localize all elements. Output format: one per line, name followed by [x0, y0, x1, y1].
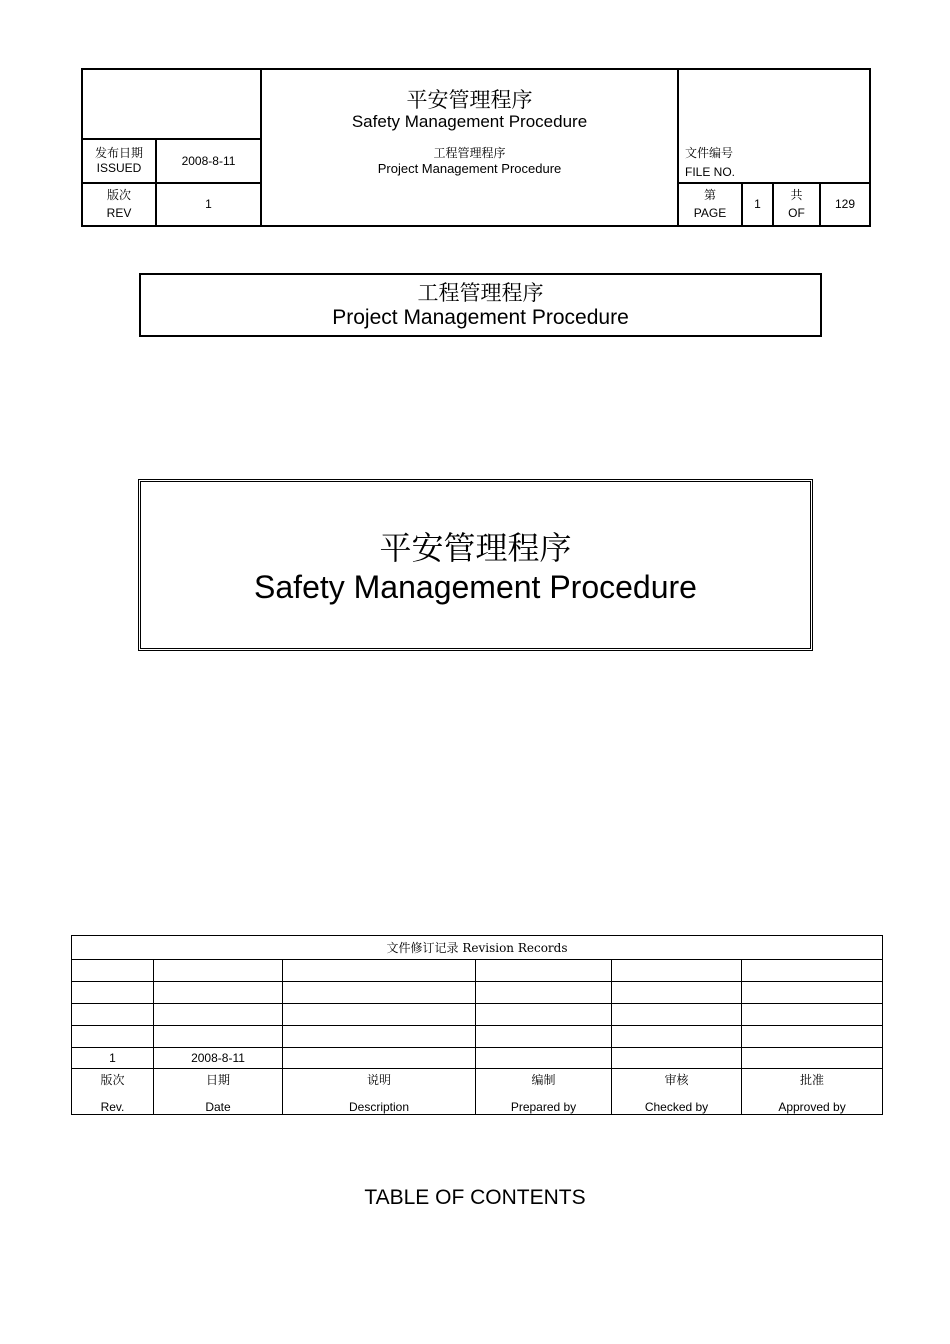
table-cell	[154, 982, 283, 1004]
header-subtitle-cn: 工程管理程序	[433, 146, 506, 160]
column-header-en: Prepared by	[510, 1100, 577, 1114]
page-value: 1	[742, 183, 773, 226]
column-header-en: Rev.	[100, 1100, 125, 1114]
revision-records-title	[72, 936, 883, 960]
checked-by-cell	[612, 1048, 742, 1069]
column-header-cn: 编制	[531, 1073, 556, 1087]
logo-cell	[82, 69, 261, 139]
project-procedure-box	[139, 273, 822, 337]
table-cell	[742, 982, 883, 1004]
date-cell: 2008-8-11	[154, 1048, 283, 1069]
prepared-by-cell	[476, 1048, 612, 1069]
table-cell	[154, 1004, 283, 1026]
file-no-cell	[678, 69, 870, 183]
of-value: 129	[820, 183, 870, 226]
rev-label-cn: 版次	[106, 188, 131, 202]
table-cell	[72, 1026, 154, 1048]
page-label-en: PAGE	[693, 206, 727, 220]
column-header-description	[283, 1069, 476, 1115]
file-no-label-cn: 文件编号	[685, 146, 734, 160]
approved-by-cell	[742, 1048, 883, 1069]
column-header-en: Description	[348, 1100, 410, 1114]
table-cell	[742, 1026, 883, 1048]
table-cell	[283, 1026, 476, 1048]
of-label-en: OF	[788, 206, 805, 220]
issued-label-en: ISSUED	[96, 161, 142, 175]
table-cell	[72, 960, 154, 982]
of-label-cell	[773, 183, 820, 226]
table-cell	[72, 982, 154, 1004]
revision-records-title-text: 文件修订记录 Revision Records	[386, 941, 568, 955]
box2-title-cn: 平安管理程序	[379, 529, 572, 567]
description-cell	[283, 1048, 476, 1069]
page-label-cell	[678, 183, 742, 226]
column-header-cn: 批准	[800, 1073, 825, 1087]
column-header-rev	[72, 1069, 154, 1115]
column-header-en: Approved by	[778, 1100, 846, 1114]
table-cell	[72, 1004, 154, 1026]
issued-value: 2008-8-11	[156, 139, 261, 183]
table-row	[72, 1004, 883, 1026]
table-cell	[476, 982, 612, 1004]
rev-cell: 1	[72, 1048, 154, 1069]
file-no-label-en: FILE NO.	[685, 165, 736, 179]
rev-label-en: REV	[106, 206, 132, 220]
column-header-cn: 审核	[664, 1073, 689, 1087]
document-header	[81, 68, 871, 227]
table-cell	[476, 1026, 612, 1048]
table-cell	[742, 960, 883, 982]
table-row	[72, 1026, 883, 1048]
header-title-cell	[261, 69, 678, 226]
header-subtitle-en: Project Management Procedure	[377, 161, 562, 176]
issued-label-cn: 发布日期	[94, 146, 143, 160]
table-cell	[283, 960, 476, 982]
column-header-prepared-by	[476, 1069, 612, 1115]
table-cell	[283, 982, 476, 1004]
issued-label-cell	[82, 139, 156, 183]
table-cell	[742, 1004, 883, 1026]
column-header-date	[154, 1069, 283, 1115]
column-header-en: Checked by	[644, 1100, 709, 1114]
table-row	[72, 982, 883, 1004]
revision-records-table	[71, 935, 883, 1115]
table-cell	[154, 1026, 283, 1048]
column-header-checked-by	[612, 1069, 742, 1115]
box2-title-en: Safety Management Procedure	[254, 569, 697, 605]
table-cell	[154, 960, 283, 982]
table-cell	[476, 960, 612, 982]
table-cell	[612, 1004, 742, 1026]
column-header-cn: 说明	[366, 1073, 391, 1087]
page-label-cn: 第	[703, 188, 716, 202]
table-row	[72, 960, 883, 982]
header-title-en: Safety Management Procedure	[351, 112, 588, 131]
box1-title-cn: 工程管理程序	[417, 281, 544, 305]
of-label-cn: 共	[790, 188, 803, 202]
table-cell	[612, 960, 742, 982]
column-header-approved-by	[742, 1069, 883, 1115]
column-header-cn: 日期	[205, 1073, 230, 1087]
table-cell	[612, 982, 742, 1004]
rev-value: 1	[156, 183, 261, 226]
column-header-en: Date	[205, 1100, 231, 1114]
safety-procedure-box	[138, 479, 813, 651]
box1-title-en: Project Management Procedure	[332, 306, 629, 329]
header-title-cn: 平安管理程序	[406, 88, 533, 112]
rev-label-cell	[82, 183, 156, 226]
table-cell	[476, 1004, 612, 1026]
column-header-cn: 版次	[100, 1073, 125, 1087]
column-header-row	[72, 1069, 883, 1115]
toc-heading: TABLE OF CONTENTS	[364, 1186, 586, 1209]
table-row	[72, 1048, 883, 1069]
table-cell	[283, 1004, 476, 1026]
table-cell	[612, 1026, 742, 1048]
